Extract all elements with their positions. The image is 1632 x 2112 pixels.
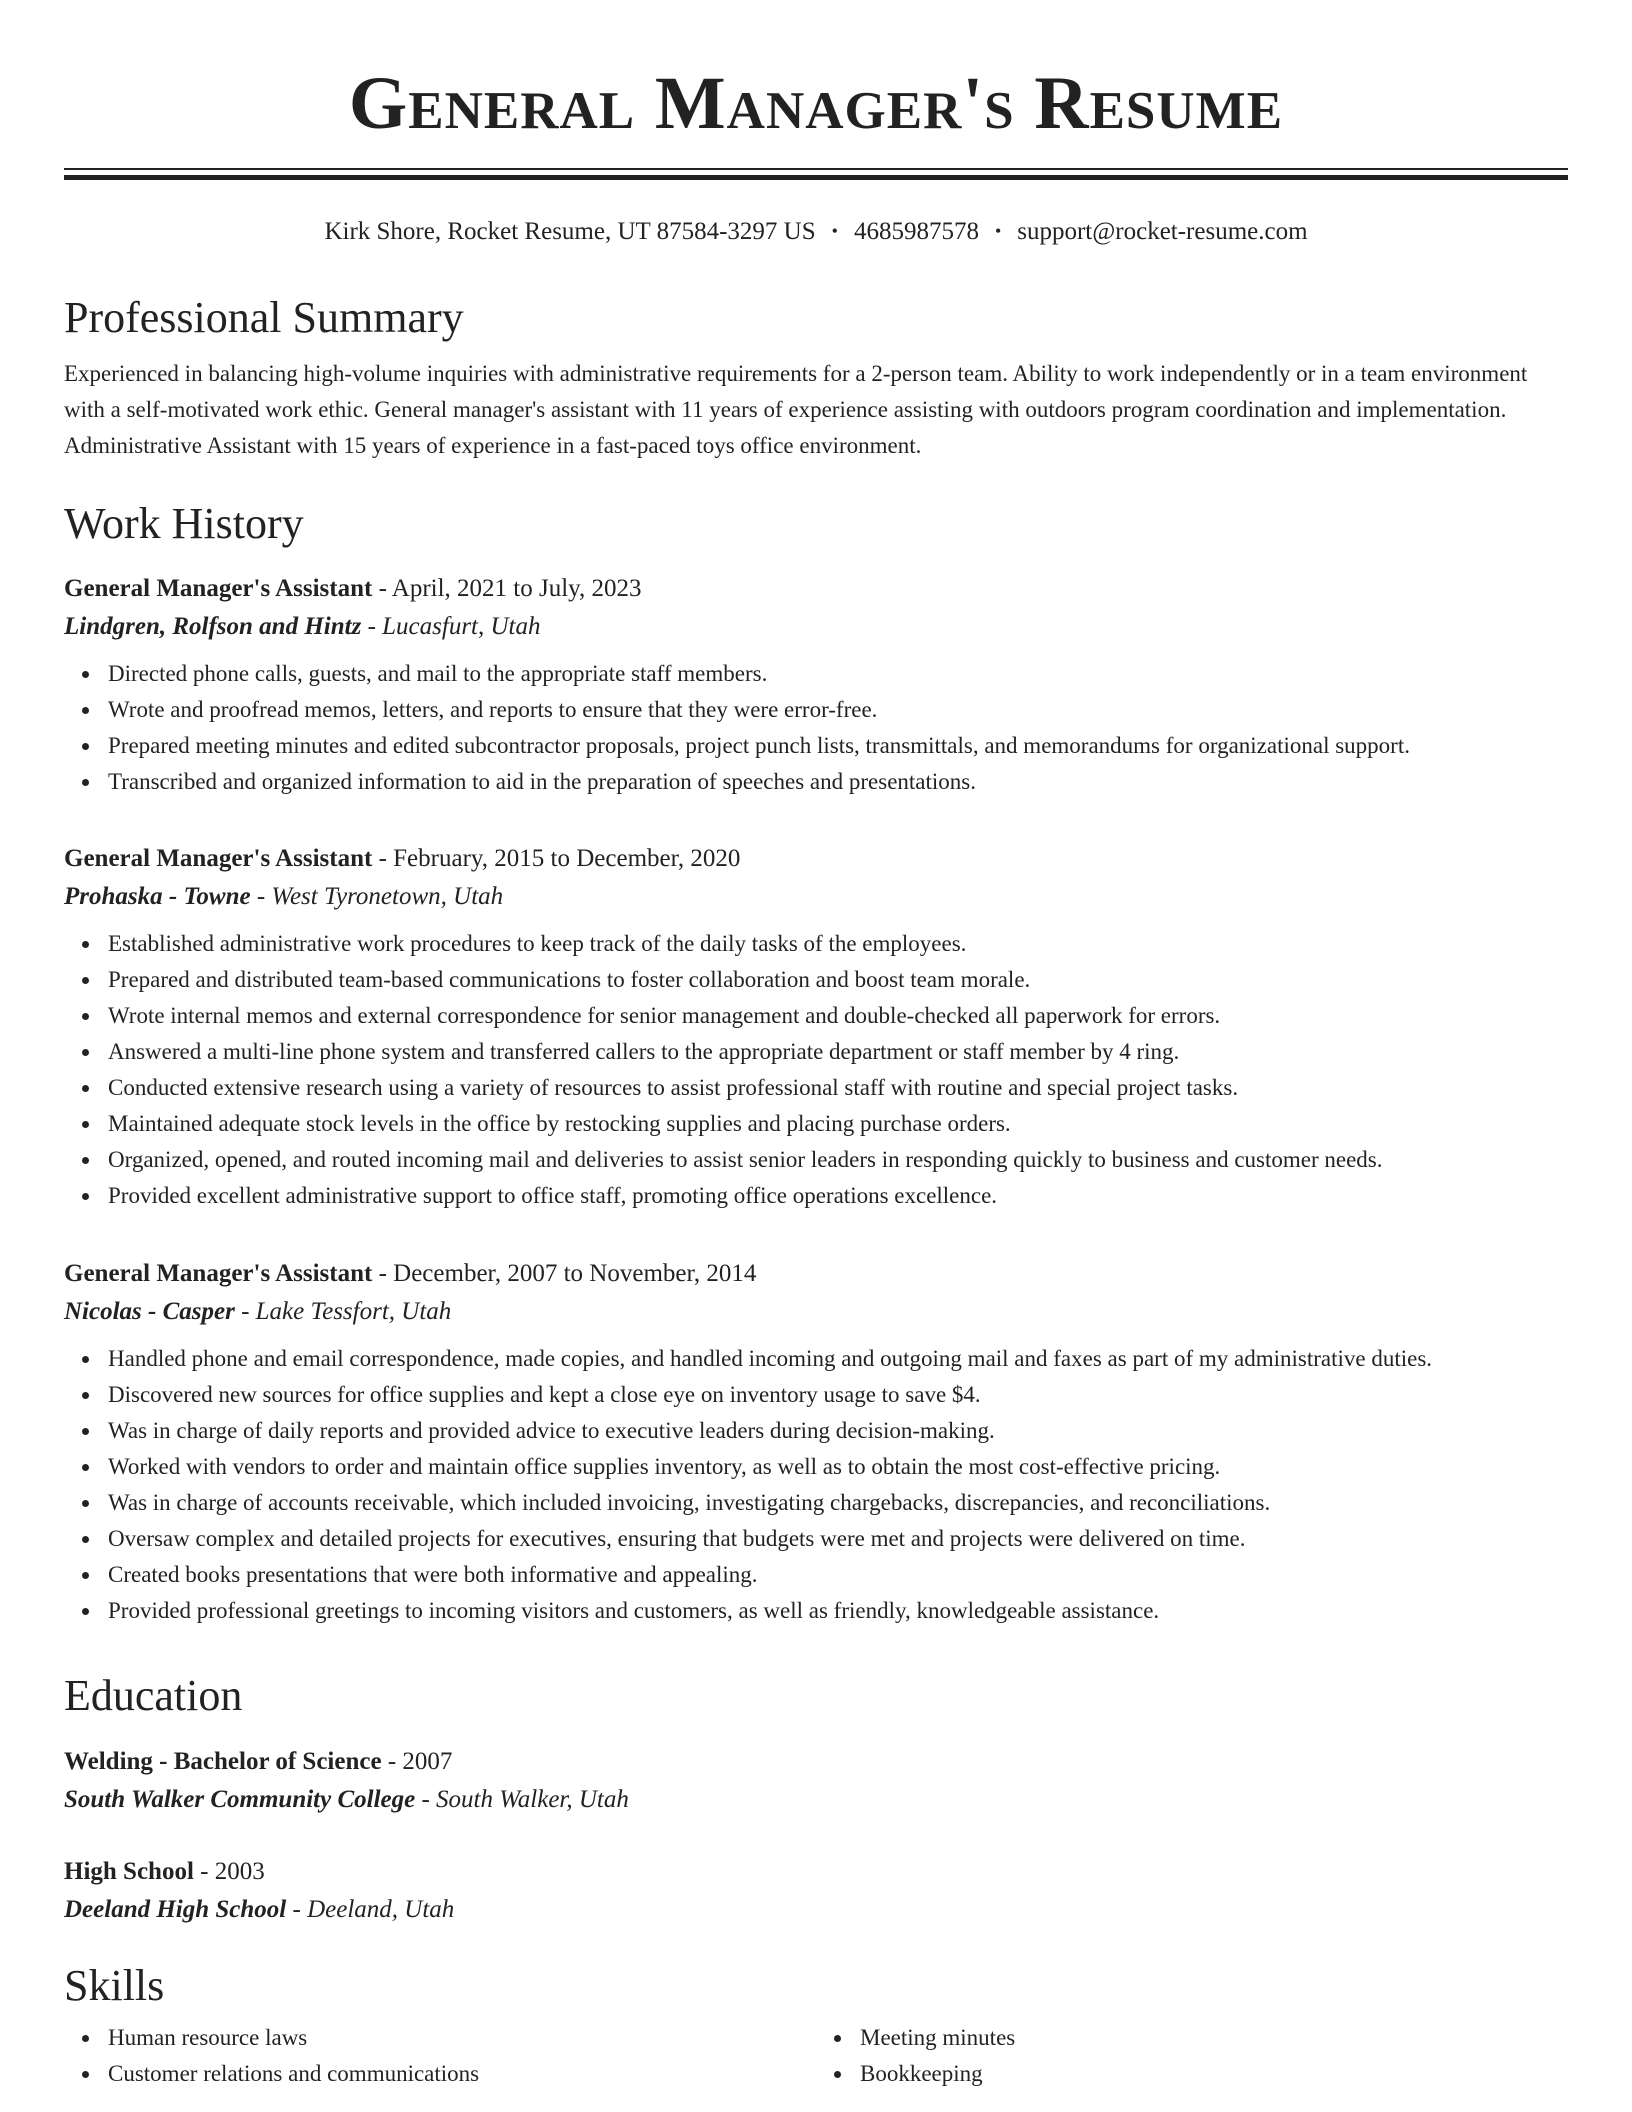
list-item: Handled phone and email correspondence, made copies, and handled incoming and outgoing mail and faxes as part of my administrative duties. [108, 1341, 1568, 1377]
education-school: Deeland High School [64, 1896, 287, 1923]
job-employer [64, 878, 1568, 916]
skills-list-left [64, 2020, 816, 2092]
job-employer [64, 1293, 1568, 1331]
job-company: Nicolas - Casper [64, 1298, 235, 1325]
summary-text: Experienced in balancing high-volume inquiries with administrative requirements for a 2-person team. Ability to work independently or in a team environment with a self-motivated work ethic. General manager's assistant with 11 years of experience assisting with outdoors program coordination and implementation. Administrative Assistant with 15 years of experience in a fast-paced toys office environment. [64, 361, 1528, 458]
list-item: Was in charge of daily reports and provided advice to executive leaders during decision-making. [108, 1413, 1568, 1449]
job-dates: - February, 2015 to December, 2020 [372, 845, 741, 872]
education-header [64, 1743, 1568, 1781]
work-history-section [64, 496, 1568, 552]
list-item: Answered a multi-line phone system and transferred callers to the appropriate department or staff member by 4 ring. [108, 1034, 1568, 1070]
job-entry [64, 840, 1568, 1214]
list-item: Conducted extensive research using a variety of resources to assist professional staff with routine and special project tasks. [108, 1070, 1568, 1106]
job-title: General Manager's Assistant [64, 845, 373, 872]
list-item: Transcribed and organized information to aid in the preparation of speeches and presentations. [108, 764, 1568, 800]
education-entry [64, 1743, 1568, 1819]
skill-item: Bookkeeping [860, 2056, 1568, 2092]
contact-separator: • [831, 221, 838, 241]
education-degree: Welding - Bachelor of Science [64, 1748, 382, 1775]
title-divider-thin [64, 168, 1568, 170]
section-heading-education: Education [64, 1671, 243, 1720]
section-heading-skills: Skills [64, 1961, 165, 2010]
list-item: Wrote and proofread memos, letters, and reports to ensure that they were error-free. [108, 692, 1568, 728]
job-bullets [64, 1341, 1568, 1629]
education-school: South Walker Community College [64, 1786, 416, 1813]
job-location: - Lucasfurt, Utah [361, 613, 541, 640]
job-company: Lindgren, Rolfson and Hintz [64, 613, 362, 640]
job-location: - West Tyronetown, Utah [250, 883, 504, 910]
contact-phone: 4685987578 [853, 218, 979, 245]
job-bullets [64, 926, 1568, 1214]
education-section [64, 1668, 1568, 1724]
education-year: - 2007 [381, 1748, 453, 1775]
job-bullets [64, 656, 1568, 800]
list-item: Prepared and distributed team-based communications to foster collaboration and boost team morale. [108, 962, 1568, 998]
job-location: - Lake Tessfort, Utah [234, 1298, 452, 1325]
list-item: Prepared meeting minutes and edited subcontractor proposals, project punch lists, transmittals, and memorandums for organizational support. [108, 728, 1568, 764]
list-item: Organized, opened, and routed incoming mail and deliveries to assist senior leaders in responding quickly to business and customer needs. [108, 1142, 1568, 1178]
page-title: General Manager's Resume [348, 62, 1284, 145]
job-dates: - April, 2021 to July, 2023 [372, 575, 642, 602]
job-entry [64, 570, 1568, 800]
education-header [64, 1853, 1568, 1891]
list-item: Provided excellent administrative support to office staff, promoting office operations excellence. [108, 1178, 1568, 1214]
summary-section [64, 290, 1568, 464]
skills-grid [64, 2014, 1568, 2092]
education-year: - 2003 [193, 1858, 265, 1885]
list-item: Oversaw complex and detailed projects for executives, ensuring that budgets were met and projects were delivered on time. [108, 1521, 1568, 1557]
skills-list-right [816, 2020, 1568, 2092]
job-entry [64, 1255, 1568, 1629]
job-header [64, 570, 1568, 608]
contact-address: Kirk Shore, Rocket Resume, UT 87584-3297 US [324, 218, 816, 245]
skills-section [64, 1958, 1568, 2092]
job-header [64, 840, 1568, 878]
education-degree: High School [64, 1858, 194, 1885]
contact-email: support@rocket-resume.com [1017, 218, 1308, 245]
list-item: Established administrative work procedures to keep track of the daily tasks of the employees. [108, 926, 1568, 962]
list-item: Created books presentations that were both informative and appealing. [108, 1557, 1568, 1593]
job-dates: - December, 2007 to November, 2014 [372, 1260, 757, 1287]
job-header [64, 1255, 1568, 1293]
list-item: Directed phone calls, guests, and mail to the appropriate staff members. [108, 656, 1568, 692]
education-school-line [64, 1781, 1568, 1819]
section-heading-work-history: Work History [64, 499, 304, 548]
skill-item: Meeting minutes [860, 2020, 1568, 2056]
skill-item: Customer relations and communications [108, 2056, 816, 2092]
list-item: Was in charge of accounts receivable, which included invoicing, investigating chargebacks, discrepancies, and reconciliations. [108, 1485, 1568, 1521]
resume-page [64, 0, 1568, 2086]
job-company: Prohaska - Towne [64, 883, 251, 910]
list-item: Wrote internal memos and external correspondence for senior management and double-checked all paperwork for errors. [108, 998, 1568, 1034]
education-location: - Deeland, Utah [286, 1896, 455, 1923]
list-item: Worked with vendors to order and maintain office supplies inventory, as well as to obtain the most cost-effective pricing. [108, 1449, 1568, 1485]
education-entry [64, 1853, 1568, 1929]
job-employer [64, 608, 1568, 646]
list-item: Maintained adequate stock levels in the office by restocking supplies and placing purchase orders. [108, 1106, 1568, 1142]
list-item: Discovered new sources for office supplies and kept a close eye on inventory usage to save $4. [108, 1377, 1568, 1413]
job-title: General Manager's Assistant [64, 1260, 373, 1287]
education-school-line [64, 1891, 1568, 1929]
title-divider-thick [64, 175, 1568, 180]
skill-item: Human resource laws [108, 2020, 816, 2056]
section-heading-summary: Professional Summary [64, 293, 464, 342]
list-item: Provided professional greetings to incoming visitors and customers, as well as friendly, knowledgeable assistance. [108, 1593, 1568, 1629]
job-title: General Manager's Assistant [64, 575, 373, 602]
contact-line [64, 214, 1568, 249]
education-location: - South Walker, Utah [415, 1786, 629, 1813]
contact-separator: • [994, 221, 1002, 241]
